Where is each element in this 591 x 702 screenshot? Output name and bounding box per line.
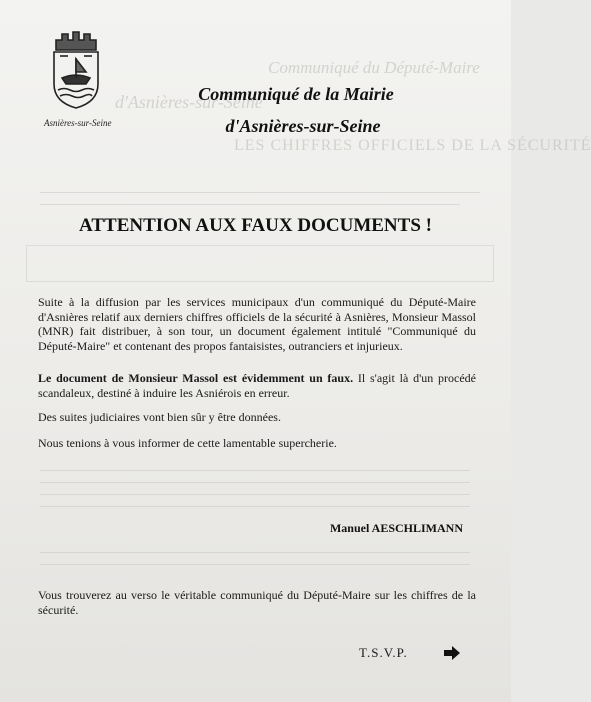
page-title: Communiqué de la Mairie xyxy=(198,84,394,104)
bleed-through-line xyxy=(40,482,470,483)
bleed-through-line xyxy=(40,192,480,193)
bleed-through-line xyxy=(40,564,470,565)
bleed-through-line xyxy=(40,470,470,471)
coat-of-arms-icon xyxy=(48,28,104,112)
bleed-through-line xyxy=(40,506,470,507)
bleed-through-line xyxy=(40,204,460,205)
emphasis-text: Le document de Monsieur Massol est évidemment un faux. xyxy=(38,371,354,385)
paragraph: Vous trouverez au verso le véritable communiqué du Député-Maire sur les chiffres de la sécurité. xyxy=(38,588,476,617)
bleed-through-text: Communiqué du Député-Maire xyxy=(268,58,480,77)
crest-caption: Asnières-sur-Seine xyxy=(44,118,112,128)
tsvp-label: T.S.V.P. xyxy=(359,645,408,660)
paragraph: Des suites judiciaires vont bien sûr y être données. xyxy=(38,410,281,424)
paragraph xyxy=(38,371,476,400)
bleed-through-text: d'Asnières-sur-Seine xyxy=(115,92,263,112)
paragraph: Nous tenions à vous informer de cette lamentable supercherie. xyxy=(38,436,337,450)
right-arrow-icon xyxy=(444,646,460,660)
bleed-through-line xyxy=(40,552,470,553)
paragraph-text: Il s'agit là d'un procédé scandaleux, destiné à induire les Asniérois en erreur. xyxy=(38,371,476,400)
paragraph: Suite à la diffusion par les services municipaux d'un communiqué du Député-Maire d'Asnières relatif aux derniers chiffres officiels de la sécurité à Asnières, Monsieur Massol (MNR) fait distribuer, à son tour, un document également intitulé "Communiqué du Député-Maire" et contenant des propos fantaisistes, outranciers et injurieux. xyxy=(38,295,476,353)
bleed-through-table xyxy=(26,245,494,282)
signature: Manuel AESCHLIMANN xyxy=(329,521,463,535)
page-subtitle: d'Asnières-sur-Seine xyxy=(225,116,381,136)
headline: ATTENTION AUX FAUX DOCUMENTS ! xyxy=(79,215,432,236)
bleed-through-line xyxy=(40,494,470,495)
bleed-through-text: LES CHIFFRES OFFICIELS DE LA SÉCURITÉ xyxy=(234,137,591,154)
